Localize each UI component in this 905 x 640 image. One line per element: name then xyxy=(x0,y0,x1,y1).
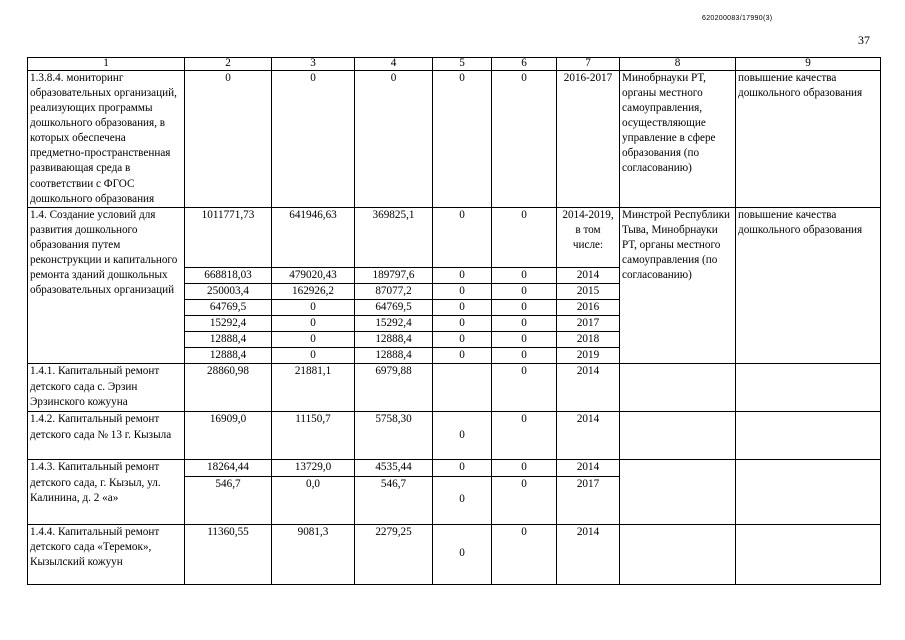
cell-col2: 0 xyxy=(185,70,272,207)
row-name: 1.4.2. Капитальный ремонт детского сада № 13 г. Кызыла xyxy=(28,412,185,460)
cell-col2: 18264,44 xyxy=(185,460,272,476)
cell-col6: 0 xyxy=(492,316,557,332)
cell-col4: 64769,5 xyxy=(355,299,433,315)
cell-col4: 5758,30 xyxy=(355,412,433,460)
cell-col6: 0 xyxy=(492,412,557,460)
cell-col5: 0 xyxy=(433,524,492,584)
cell-result: повышение качества дошкольного образования xyxy=(736,70,881,207)
cell-result: повышение качества дошкольного образования xyxy=(736,207,881,364)
cell-result xyxy=(736,364,881,412)
col-header-6: 6 xyxy=(492,58,557,71)
cell-col3: 641946,63 xyxy=(272,207,355,267)
row-name: 1.3.8.4. мониторинг образовательных организаций, реализующих программы дошкольного образования, в которых обеспечена предметно-пространственная развивающая среда в соответствии с ФГОС дошкольного образования xyxy=(28,70,185,207)
cell-col3: 0 xyxy=(272,316,355,332)
document-code: 620200083/17990(3) xyxy=(702,15,773,22)
table-row xyxy=(28,524,881,584)
col-header-3: 3 xyxy=(272,58,355,71)
cell-col5: 0 xyxy=(433,332,492,348)
cell-year: 2014 xyxy=(557,267,620,283)
cell-col6: 0 xyxy=(492,207,557,267)
table-row xyxy=(28,412,881,460)
cell-col3: 0 xyxy=(272,348,355,364)
col-header-4: 4 xyxy=(355,58,433,71)
cell-col2: 546,7 xyxy=(185,476,272,524)
col-header-5: 5 xyxy=(433,58,492,71)
cell-col2: 15292,4 xyxy=(185,316,272,332)
col-header-2: 2 xyxy=(185,58,272,71)
cell-year: 2014 xyxy=(557,460,620,476)
cell-col6: 0 xyxy=(492,70,557,207)
row-name: 1.4.3. Капитальный ремонт детского сада, г. Кызыл, ул. Калинина, д. 2 «а» xyxy=(28,460,185,524)
cell-col4: 546,7 xyxy=(355,476,433,524)
cell-col6: 0 xyxy=(492,299,557,315)
cell-col2: 12888,4 xyxy=(185,332,272,348)
cell-result xyxy=(736,460,881,524)
cell-col2: 12888,4 xyxy=(185,348,272,364)
cell-col3: 162926,2 xyxy=(272,283,355,299)
cell-executor xyxy=(620,364,736,412)
cell-col6: 0 xyxy=(492,348,557,364)
cell-col6: 0 xyxy=(492,267,557,283)
cell-col5: 0 xyxy=(433,267,492,283)
cell-col4: 4535,44 xyxy=(355,460,433,476)
page-number: 37 xyxy=(858,33,870,47)
cell-year: 2019 xyxy=(557,348,620,364)
cell-col6: 0 xyxy=(492,283,557,299)
cell-year: 2017 xyxy=(557,476,620,524)
cell-col3: 9081,3 xyxy=(272,524,355,584)
cell-executor xyxy=(620,524,736,584)
cell-col4: 0 xyxy=(355,70,433,207)
cell-col5: 0 xyxy=(433,476,492,524)
cell-col6: 0 xyxy=(492,332,557,348)
cell-executor: Минобрнауки РТ, органы местного самоуправления, осуществляющие управление в сфере образования (по согласованию) xyxy=(620,70,736,207)
cell-col4: 15292,4 xyxy=(355,316,433,332)
cell-result xyxy=(736,524,881,584)
program-table xyxy=(27,57,881,585)
cell-year: 2018 xyxy=(557,332,620,348)
cell-col2: 250003,4 xyxy=(185,283,272,299)
cell-year: 2016 xyxy=(557,299,620,315)
cell-col4: 6979,88 xyxy=(355,364,433,412)
cell-col5: 0 xyxy=(433,70,492,207)
table-row xyxy=(28,460,881,476)
cell-year: 2014 xyxy=(557,364,620,412)
row-name: 1.4.4. Капитальный ремонт детского сада «Теремок», Кызылский кожуун xyxy=(28,524,185,584)
col-header-9: 9 xyxy=(736,58,881,71)
cell-col6: 0 xyxy=(492,364,557,412)
cell-col3: 0,0 xyxy=(272,476,355,524)
cell-col5: 0 xyxy=(433,207,492,267)
cell-executor xyxy=(620,412,736,460)
cell-executor xyxy=(620,460,736,524)
table-row xyxy=(28,70,881,207)
cell-year: 2014 xyxy=(557,524,620,584)
cell-col2: 64769,5 xyxy=(185,299,272,315)
cell-col6: 0 xyxy=(492,524,557,584)
cell-col6: 0 xyxy=(492,460,557,476)
cell-col2: 28860,98 xyxy=(185,364,272,412)
cell-col4: 369825,1 xyxy=(355,207,433,267)
cell-col3: 479020,43 xyxy=(272,267,355,283)
row-name: 1.4. Создание условий для развития дошкольного образования путем реконструкции и капитального ремонта зданий дошкольных образовательных организаций xyxy=(28,207,185,364)
row-name: 1.4.1. Капитальный ремонт детского сада с. Эрзин Эрзинского кожууна xyxy=(28,364,185,412)
header-row xyxy=(28,58,881,71)
cell-col2: 11360,55 xyxy=(185,524,272,584)
cell-col5: 0 xyxy=(433,460,492,476)
cell-col6: 0 xyxy=(492,476,557,524)
cell-result xyxy=(736,412,881,460)
col-header-1: 1 xyxy=(28,58,185,71)
cell-period: 2014-2019, в том числе: xyxy=(557,207,620,267)
cell-year: 2015 xyxy=(557,283,620,299)
cell-year: 2017 xyxy=(557,316,620,332)
cell-col4: 189797,6 xyxy=(355,267,433,283)
cell-col5: 0 xyxy=(433,299,492,315)
col-header-8: 8 xyxy=(620,58,736,71)
cell-year: 2014 xyxy=(557,412,620,460)
table-row xyxy=(28,207,881,267)
cell-col3: 0 xyxy=(272,70,355,207)
cell-col3: 0 xyxy=(272,299,355,315)
cell-col2: 668818,03 xyxy=(185,267,272,283)
cell-period: 2016-2017 xyxy=(557,70,620,207)
cell-col5: 0 xyxy=(433,348,492,364)
cell-executor: Минстрой Республики Тыва, Минобрнауки РТ, органы местного самоуправления (по согласованию) xyxy=(620,207,736,364)
cell-col5: 0 xyxy=(433,283,492,299)
cell-col2: 1011771,73 xyxy=(185,207,272,267)
table-row xyxy=(28,364,881,412)
cell-col4: 12888,4 xyxy=(355,348,433,364)
cell-col2: 16909,0 xyxy=(185,412,272,460)
cell-col5: 0 xyxy=(433,316,492,332)
cell-col4: 12888,4 xyxy=(355,332,433,348)
cell-col3: 11150,7 xyxy=(272,412,355,460)
cell-col4: 87077,2 xyxy=(355,283,433,299)
cell-col3: 0 xyxy=(272,332,355,348)
cell-col5 xyxy=(433,364,492,412)
cell-col3: 13729,0 xyxy=(272,460,355,476)
col-header-7: 7 xyxy=(557,58,620,71)
cell-col4: 2279,25 xyxy=(355,524,433,584)
cell-col3: 21881,1 xyxy=(272,364,355,412)
cell-col5: 0 xyxy=(433,412,492,460)
